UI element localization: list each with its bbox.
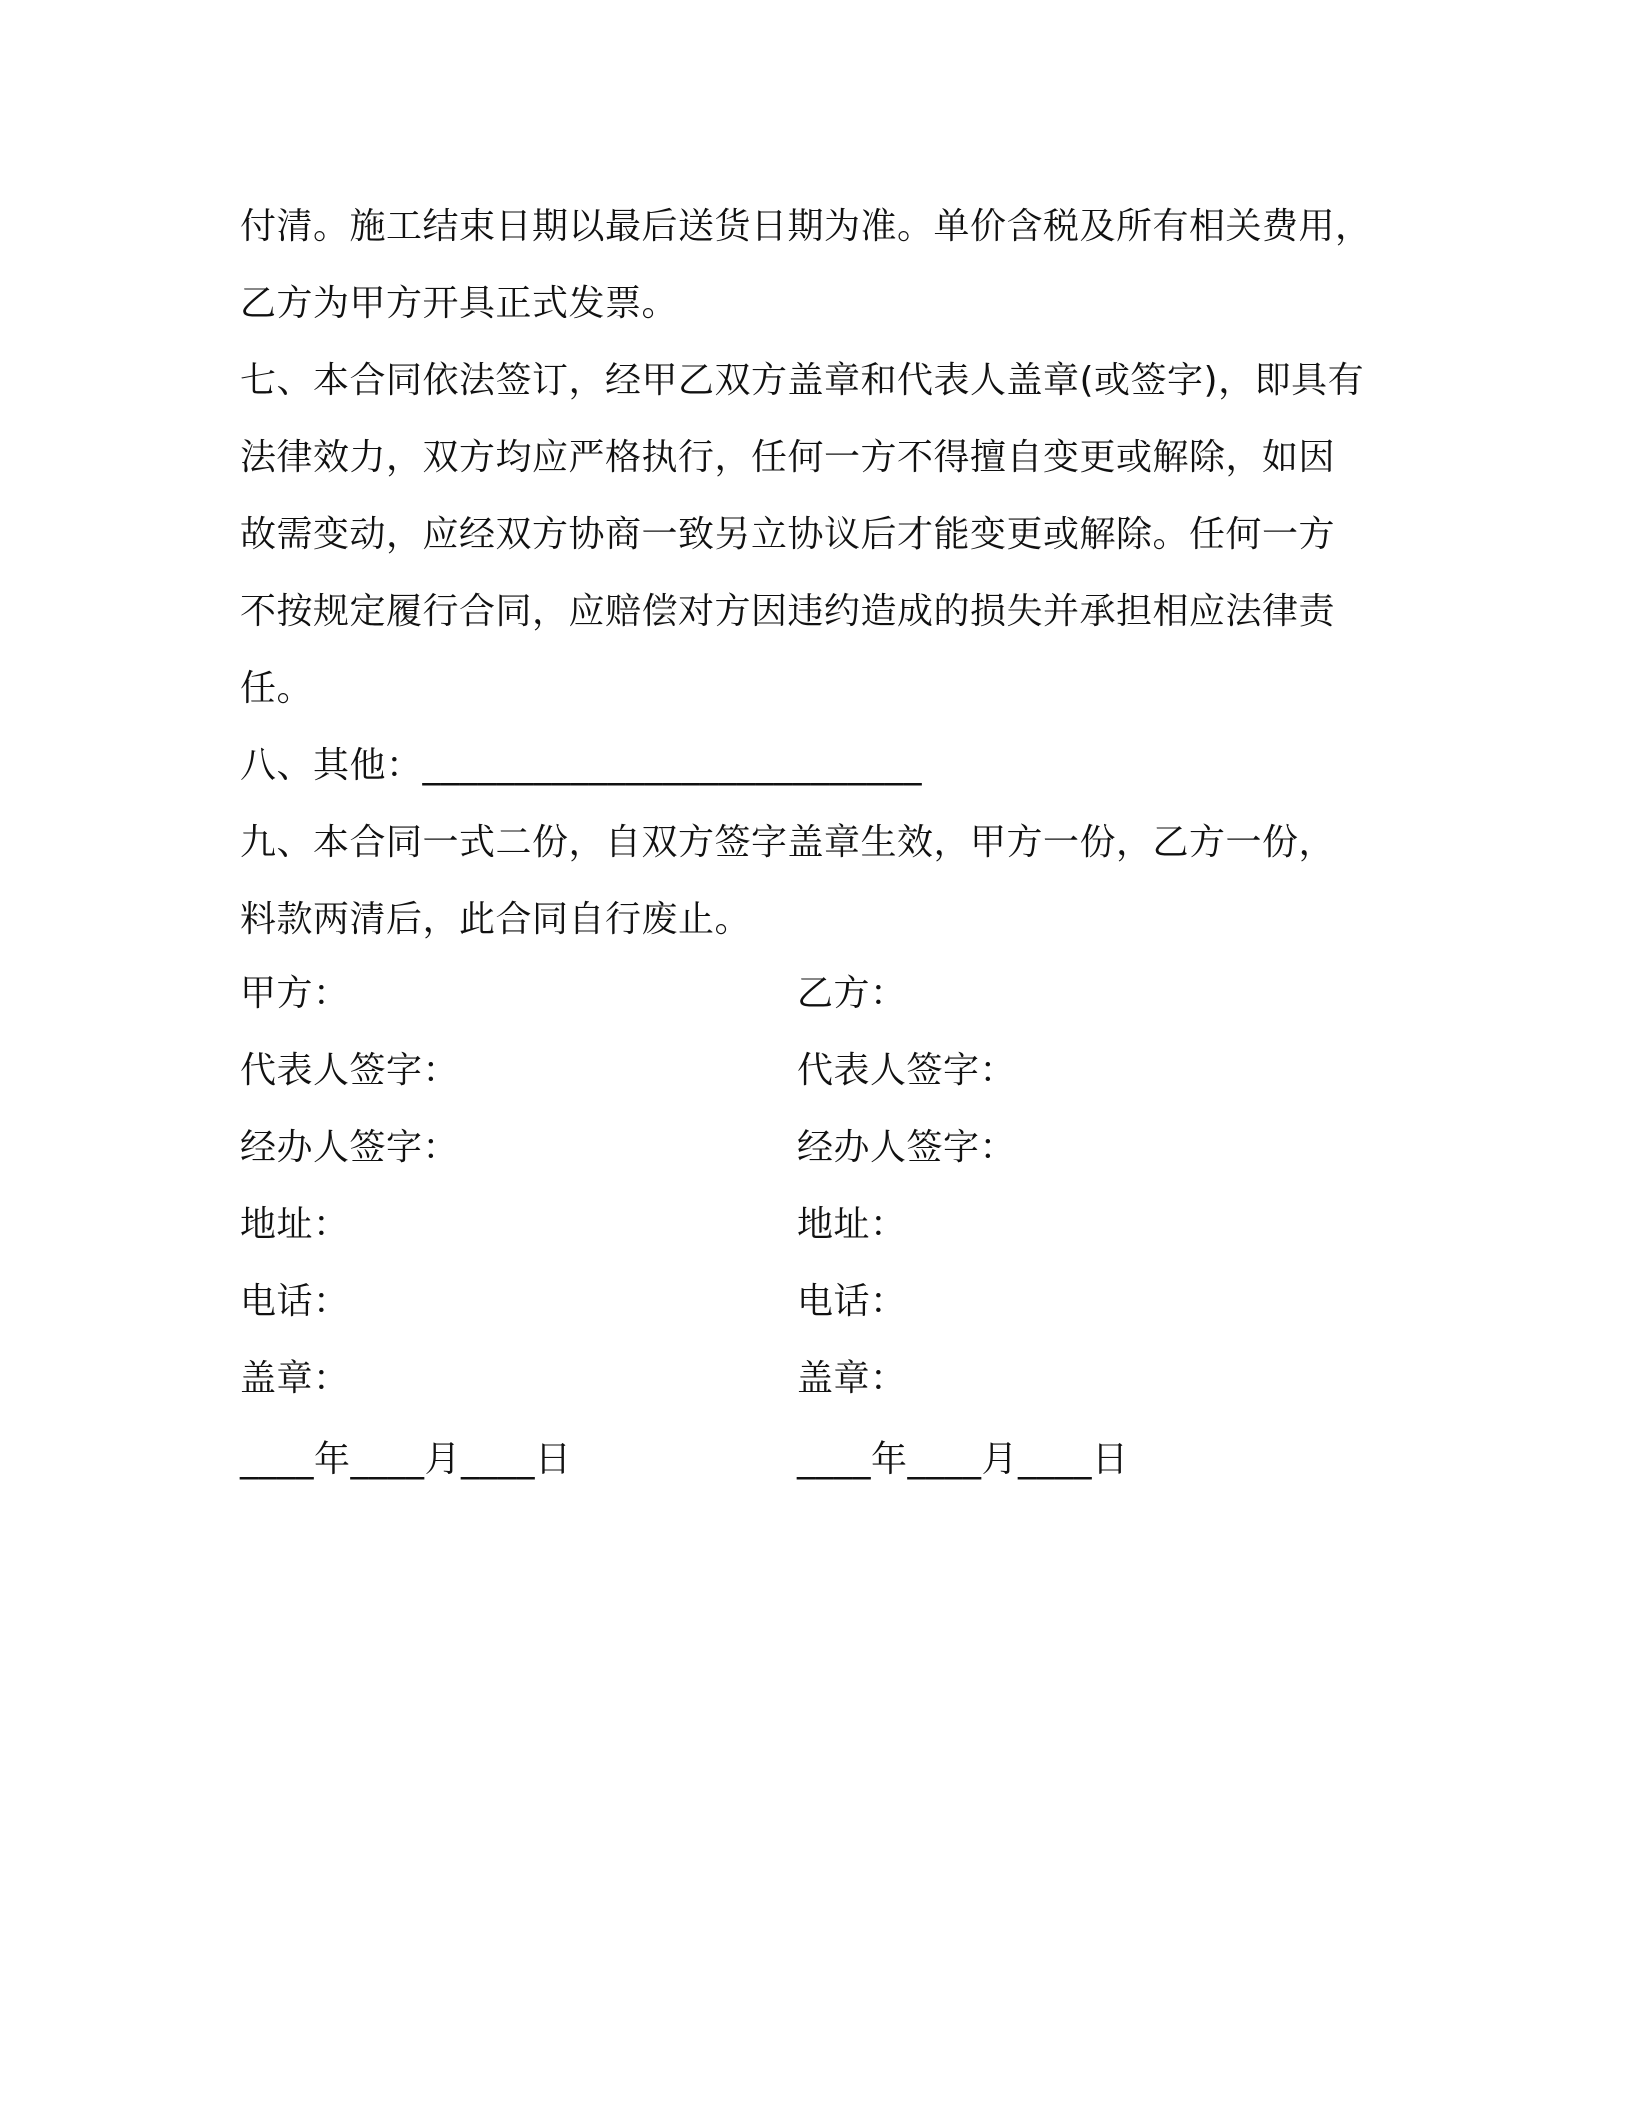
signature-block — [240, 955, 1400, 1498]
contract-body — [240, 188, 1400, 958]
signature-row-handler — [240, 1109, 1400, 1186]
clause-9-line-2: 料款两清后，此合同自行废止。 — [240, 899, 752, 940]
party-b-label: 乙方： — [797, 973, 907, 1014]
signature-row-representative — [240, 1032, 1400, 1109]
signature-row-party — [240, 955, 1400, 1032]
signature-row-seal — [240, 1340, 1400, 1417]
signature-row-address — [240, 1186, 1400, 1263]
party-a-seal-label: 盖章： — [240, 1358, 350, 1399]
clause-7-line-4: 不按规定履行合同，应赔偿对方因违约造成的损失并承担相应法律责 — [240, 591, 1336, 632]
clause-7-line-2: 法律效力，双方均应严格执行，任何一方不得擅自变更或解除，如因 — [240, 437, 1336, 478]
clause-7-line-3: 故需变动，应经双方协商一致另立协议后才能变更或解除。任何一方 — [240, 514, 1336, 555]
party-b-representative-label: 代表人签字： — [797, 1050, 1017, 1091]
party-a-address-label: 地址： — [240, 1204, 350, 1245]
party-b-date: ____年____月____日 — [797, 1439, 1129, 1480]
clause-payment-line-1: 付清。施工结束日期以最后送货日期为准。单价含税及所有相关费用， — [240, 206, 1372, 247]
clause-7-line-5: 任。 — [240, 668, 314, 709]
party-a-label: 甲方： — [240, 973, 350, 1014]
clause-7-line-1: 七、本合同依法签订，经甲乙双方盖章和代表人盖章(或签字)，即具有 — [240, 360, 1365, 401]
clause-8-other: 八、其他：___________________________ — [240, 745, 923, 786]
party-b-address-label: 地址： — [797, 1204, 907, 1245]
party-b-seal-label: 盖章： — [797, 1358, 907, 1399]
party-a-phone-label: 电话： — [240, 1281, 350, 1322]
party-a-handler-label: 经办人签字： — [240, 1127, 460, 1168]
signature-row-date — [240, 1421, 1400, 1498]
clause-payment-line-2: 乙方为甲方开具正式发票。 — [240, 283, 679, 324]
party-b-phone-label: 电话： — [797, 1281, 907, 1322]
party-a-representative-label: 代表人签字： — [240, 1050, 460, 1091]
party-b-handler-label: 经办人签字： — [797, 1127, 1017, 1168]
clause-9-line-1: 九、本合同一式二份，自双方签字盖章生效，甲方一份，乙方一份， — [240, 822, 1336, 863]
signature-row-phone — [240, 1263, 1400, 1340]
party-a-date: ____年____月____日 — [240, 1439, 572, 1480]
